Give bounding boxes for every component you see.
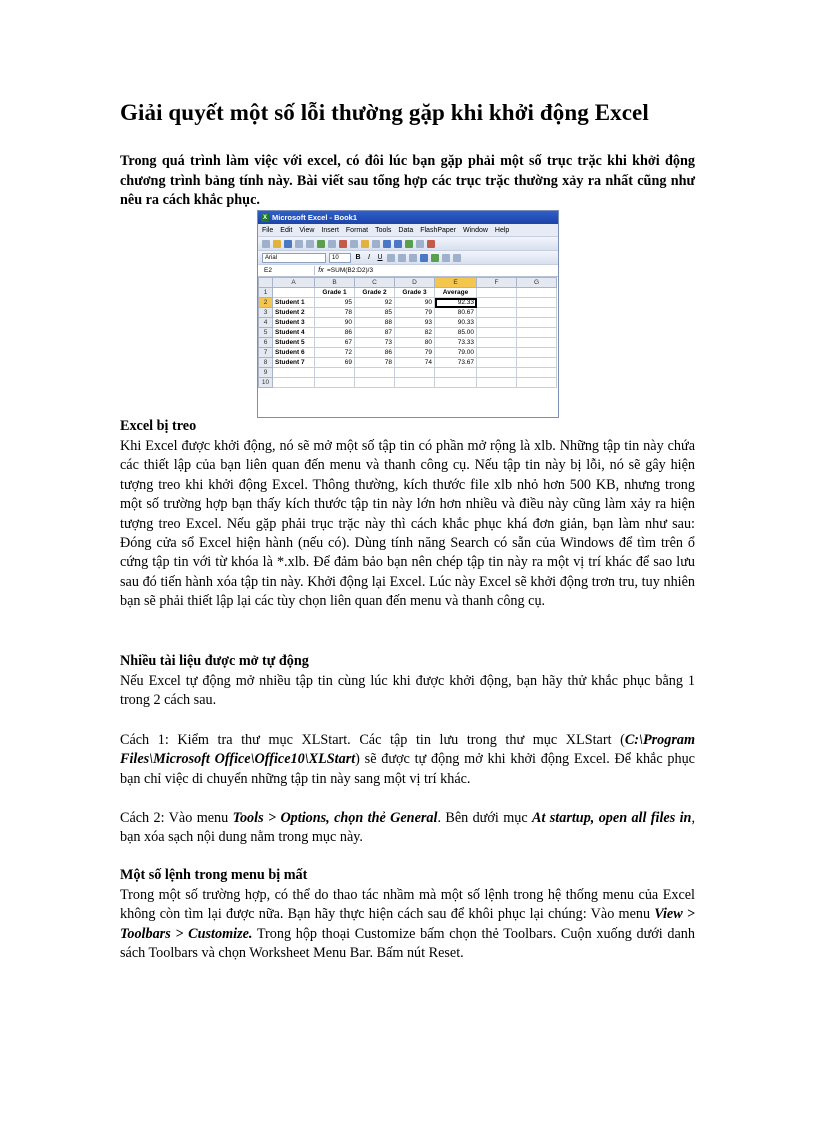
sheet-cell[interactable]: 67 xyxy=(315,338,355,348)
row-header[interactable]: 9 xyxy=(259,368,273,378)
sheet-cell[interactable]: 72 xyxy=(315,348,355,358)
excel-standard-toolbar xyxy=(258,237,558,251)
comma-icon[interactable] xyxy=(453,254,461,262)
spelling-icon[interactable] xyxy=(328,240,336,248)
sheet-cell[interactable]: 78 xyxy=(315,308,355,318)
copy-icon[interactable] xyxy=(350,240,358,248)
tools-options-path: Tools > Options, chọn thẻ General xyxy=(232,810,438,826)
sheet-cell[interactable]: 86 xyxy=(315,328,355,338)
column-header[interactable]: C xyxy=(355,278,395,288)
menu-format[interactable]: Format xyxy=(345,226,369,234)
font-name-select[interactable]: Arial xyxy=(262,253,326,263)
sheet-cell[interactable]: 69 xyxy=(315,358,355,368)
sheet-cell[interactable]: 90.33 xyxy=(435,318,477,328)
sheet-cell[interactable]: 74 xyxy=(395,358,435,368)
sheet-cell[interactable]: 73 xyxy=(355,338,395,348)
formula-input[interactable]: =SUM(B2:D2)/3 xyxy=(327,267,374,274)
sheet-cell[interactable]: Grade 2 xyxy=(355,288,395,298)
sheet-row xyxy=(259,308,557,318)
sheet-cell[interactable] xyxy=(273,378,315,388)
menu-window[interactable]: Window xyxy=(463,226,488,234)
missing-commands-text-a: Trong một số trường hợp, có thể do thao tác nhầm mà một số lệnh trong hệ thống menu của Excel không còn tìm lại được nữa. Bạn hãy thực hiện cách sau để khôi phục lại chúng: Vào menu xyxy=(120,887,695,923)
sheet-cell[interactable] xyxy=(477,308,517,318)
row-header[interactable]: 4 xyxy=(259,318,273,328)
sheet-cell[interactable] xyxy=(477,348,517,358)
column-header[interactable]: A xyxy=(273,278,315,288)
method-1-paragraph xyxy=(120,731,695,789)
sheet-cell[interactable] xyxy=(517,288,557,298)
row-header[interactable]: 6 xyxy=(259,338,273,348)
sheet-cell[interactable] xyxy=(517,368,557,378)
method-1-text-a: Cách 1: Kiểm tra thư mục XLStart. Các tập tin lưu trong thư mục XLStart ( xyxy=(120,732,625,748)
sheet-cell[interactable] xyxy=(273,368,315,378)
permission-icon[interactable] xyxy=(295,240,303,248)
sheet-cell[interactable] xyxy=(517,378,557,388)
sheet-cell[interactable]: Student 5 xyxy=(273,338,315,348)
menu-view[interactable]: View xyxy=(299,226,315,234)
new-icon[interactable] xyxy=(262,240,270,248)
sheet-cell[interactable]: 85.00 xyxy=(435,328,477,338)
sheet-cell[interactable]: 93 xyxy=(395,318,435,328)
sheet-cell[interactable]: 73.67 xyxy=(435,358,477,368)
excel-window-title: Microsoft Excel - Book1 xyxy=(272,213,358,222)
sheet-row xyxy=(259,348,557,358)
document-title: Giải quyết một số lỗi thường gặp khi khởi động Excel xyxy=(120,100,649,125)
sheet-cell[interactable] xyxy=(315,368,355,378)
sheet-cell[interactable] xyxy=(517,318,557,328)
sheet-cell[interactable] xyxy=(517,308,557,318)
row-header[interactable]: 2 xyxy=(259,298,273,308)
sheet-cell[interactable]: 82 xyxy=(395,328,435,338)
method-2-text-b: . Bên dưới mục xyxy=(437,810,532,826)
method-2-paragraph xyxy=(120,809,695,848)
open-icon[interactable] xyxy=(273,240,281,248)
method-2-text-a: Cách 2: Vào menu xyxy=(120,810,233,826)
method-1-text-b: ) sẽ được tự động mở khi khởi động Excel. Để khắc phục bạn chỉ việc di chuyển những tập tin này sang một vị trí khác. xyxy=(120,751,695,787)
customize-menu-path: View > Toolbars > Customize. xyxy=(120,906,695,942)
sheet-cell[interactable]: Student 7 xyxy=(273,358,315,368)
excel-grid xyxy=(258,277,557,388)
sheet-cell[interactable]: Average xyxy=(435,288,477,298)
sheet-cell[interactable] xyxy=(517,298,557,308)
sheet-cell[interactable] xyxy=(477,288,517,298)
sheet-row xyxy=(259,358,557,368)
align-right-icon[interactable] xyxy=(409,254,417,262)
italic-icon[interactable]: I xyxy=(368,254,370,261)
sheet-cell[interactable] xyxy=(395,368,435,378)
row-header[interactable]: 5 xyxy=(259,328,273,338)
sheet-cell[interactable]: 88 xyxy=(355,318,395,328)
sheet-row xyxy=(259,328,557,338)
currency-icon[interactable] xyxy=(431,254,439,262)
missing-commands-text-b: Trong hộp thoại Customize bấm chọn thẻ Toolbars. Cuộn xuống dưới danh sách Toolbars và chọn Worksheet Menu Bar. Bấm nút Reset. xyxy=(120,925,695,962)
excel-formatting-toolbar xyxy=(258,251,558,265)
sheet-cell[interactable]: 80.67 xyxy=(435,308,477,318)
menu-data[interactable]: Data xyxy=(398,226,414,234)
sheet-cell[interactable]: Student 4 xyxy=(273,328,315,338)
sheet-row xyxy=(259,338,557,348)
sheet-cell[interactable]: 90 xyxy=(315,318,355,328)
sheet-cell[interactable] xyxy=(435,378,477,388)
merge-center-icon[interactable] xyxy=(420,254,428,262)
at-startup-option: At startup, open all files in xyxy=(532,810,692,826)
paste-icon[interactable] xyxy=(361,240,369,248)
section-heading-missing-commands: Một số lệnh trong menu bị mất xyxy=(120,867,308,883)
row-header[interactable]: 3 xyxy=(259,308,273,318)
excel-formula-bar xyxy=(258,265,558,277)
intro-paragraph: Trong quá trình làm việc với excel, có đôi lúc bạn gặp phải một số trục trặc khi khởi động chương trình bảng tính này. Bài viết sau tổng hợp các trục trặc thường xảy ra nhất cũng như nêu ra cách khắc phục. xyxy=(120,153,695,208)
sheet-cell[interactable]: 78 xyxy=(355,358,395,368)
sheet-cell[interactable] xyxy=(477,338,517,348)
align-left-icon[interactable] xyxy=(387,254,395,262)
sheet-cell[interactable]: 87 xyxy=(355,328,395,338)
undo-icon[interactable] xyxy=(383,240,391,248)
hyperlink-icon[interactable] xyxy=(405,240,413,248)
column-header[interactable]: D xyxy=(395,278,435,288)
sheet-cell[interactable]: Student 6 xyxy=(273,348,315,358)
column-header[interactable]: B xyxy=(315,278,355,288)
section-heading-auto-open: Nhiều tài liệu được mở tự động xyxy=(120,653,309,669)
sheet-cell[interactable]: 92.33 xyxy=(435,298,477,308)
sheet-cell[interactable] xyxy=(477,358,517,368)
select-all-corner[interactable] xyxy=(259,278,273,288)
sheet-cell[interactable] xyxy=(517,348,557,358)
sheet-cell[interactable]: 85 xyxy=(355,308,395,318)
print-icon[interactable] xyxy=(306,240,314,248)
sheet-row xyxy=(259,288,557,298)
underline-icon[interactable]: U xyxy=(377,254,383,261)
sheet-cell[interactable] xyxy=(395,378,435,388)
sheet-cell[interactable] xyxy=(435,368,477,378)
save-icon[interactable] xyxy=(284,240,292,248)
function-icon[interactable]: fx xyxy=(318,267,324,274)
sheet-cell[interactable]: Student 3 xyxy=(273,318,315,328)
sheet-cell[interactable] xyxy=(517,328,557,338)
sheet-cell[interactable]: Student 2 xyxy=(273,308,315,318)
sheet-row xyxy=(259,318,557,328)
column-header[interactable]: F xyxy=(477,278,517,288)
bold-icon[interactable]: B xyxy=(355,254,361,261)
sheet-row xyxy=(259,368,557,378)
row-header[interactable]: 7 xyxy=(259,348,273,358)
sheet-row xyxy=(259,298,557,308)
sheet-cell[interactable]: 86 xyxy=(355,348,395,358)
xlstart-path: C:\Program Files\Microsoft Office\Office10\XLStart xyxy=(120,732,695,768)
sheet-cell[interactable] xyxy=(477,318,517,328)
menu-insert[interactable]: Insert xyxy=(321,226,339,234)
row-header[interactable]: 10 xyxy=(259,378,273,388)
sheet-cell[interactable]: 80 xyxy=(395,338,435,348)
sheet-cell[interactable] xyxy=(355,378,395,388)
row-header[interactable]: 1 xyxy=(259,288,273,298)
chart-icon[interactable] xyxy=(427,240,435,248)
menu-help[interactable]: Help xyxy=(494,226,510,234)
sheet-cell[interactable] xyxy=(517,338,557,348)
sheet-cell[interactable]: Grade 1 xyxy=(315,288,355,298)
redo-icon[interactable] xyxy=(394,240,402,248)
section-body-missing-commands xyxy=(120,886,695,964)
section-body-auto-open: Nếu Excel tự động mở nhiều tập tin cùng lúc khi được khởi động, bạn hãy thử khắc phục bằng 1 trong 2 cách sau. xyxy=(120,673,695,709)
sheet-cell[interactable] xyxy=(477,378,517,388)
sheet-cell[interactable] xyxy=(273,288,315,298)
sheet-cell[interactable]: 92 xyxy=(355,298,395,308)
sheet-cell[interactable] xyxy=(477,298,517,308)
excel-menu-bar xyxy=(258,224,558,237)
sheet-cell[interactable]: 79.00 xyxy=(435,348,477,358)
sheet-row xyxy=(259,378,557,388)
sheet-cell[interactable] xyxy=(517,358,557,368)
format-painter-icon[interactable] xyxy=(372,240,380,248)
sheet-cell[interactable]: 90 xyxy=(395,298,435,308)
method-2-text-c: , bạn xóa sạch nội dung nằm trong mục này. xyxy=(120,810,695,846)
font-size-select[interactable]: 10 xyxy=(329,253,351,263)
sheet-cell[interactable]: Student 1 xyxy=(273,298,315,308)
menu-file[interactable]: File xyxy=(262,226,274,234)
menu-flashpaper[interactable]: FlashPaper xyxy=(420,226,457,234)
name-box[interactable]: E2 xyxy=(258,266,315,275)
sheet-cell[interactable]: Grade 3 xyxy=(395,288,435,298)
excel-title-bar xyxy=(258,211,558,224)
excel-screenshot xyxy=(257,210,559,418)
cut-icon[interactable] xyxy=(339,240,347,248)
sheet-cell[interactable] xyxy=(315,378,355,388)
sheet-cell[interactable] xyxy=(477,368,517,378)
sheet-cell[interactable] xyxy=(355,368,395,378)
sheet-cell[interactable] xyxy=(477,328,517,338)
sheet-cell[interactable]: 79 xyxy=(395,348,435,358)
sheet-cell[interactable]: 73.33 xyxy=(435,338,477,348)
sheet-cell[interactable]: 95 xyxy=(315,298,355,308)
excel-logo-icon: X xyxy=(262,214,267,221)
percent-icon[interactable] xyxy=(442,254,450,262)
section-body-excel-hang: Khi Excel được khởi động, nó sẽ mở một số tập tin có phần mở rộng là xlb. Những tập tin này chứa các thiết lập của bạn liên quan đến menu và thanh công cụ. Nếu tập tin này bị lỗi, nó sẽ gây hiện tượng treo khi khởi động Excel. Thông thường, kích thước file xlb nhỏ hơn 500 KB, nhưng trong một số trường hợp bạn thấy kích thước tập tin này lớn hơn nhiều và điều này cũng làm xảy ra hiện tượng treo Excel. Nếu gặp phải trục trặc này thì cách khắc phục khá đơn giản, bạn làm như sau: Đóng cửa sổ Excel hiện hành (nếu có). Dùng tính năng Search có sẵn của Windows để tìm trên ổ cứng tập tin với từ khóa là *.xlb. Để đảm bảo bạn nên chép tập tin này ra một vị trí khác để sao lưu sau đó tiến hành xóa tập tin này. Khởi động lại Excel. Lúc này Excel sẽ khởi động trơn tru, tuy nhiên bạn sẽ phải thiết lập lại các tùy chọn liên quan đến menu và thanh công cụ. xyxy=(120,438,695,610)
column-header[interactable]: E xyxy=(435,278,477,288)
section-heading-excel-hang: Excel bị treo xyxy=(120,418,197,434)
menu-edit[interactable]: Edit xyxy=(280,226,293,234)
sheet-cell[interactable]: 79 xyxy=(395,308,435,318)
row-header[interactable]: 8 xyxy=(259,358,273,368)
column-header-row xyxy=(259,278,557,288)
print-preview-icon[interactable] xyxy=(317,240,325,248)
align-center-icon[interactable] xyxy=(398,254,406,262)
column-header[interactable]: G xyxy=(517,278,557,288)
menu-tools[interactable]: Tools xyxy=(375,226,392,234)
autosum-icon[interactable] xyxy=(416,240,424,248)
